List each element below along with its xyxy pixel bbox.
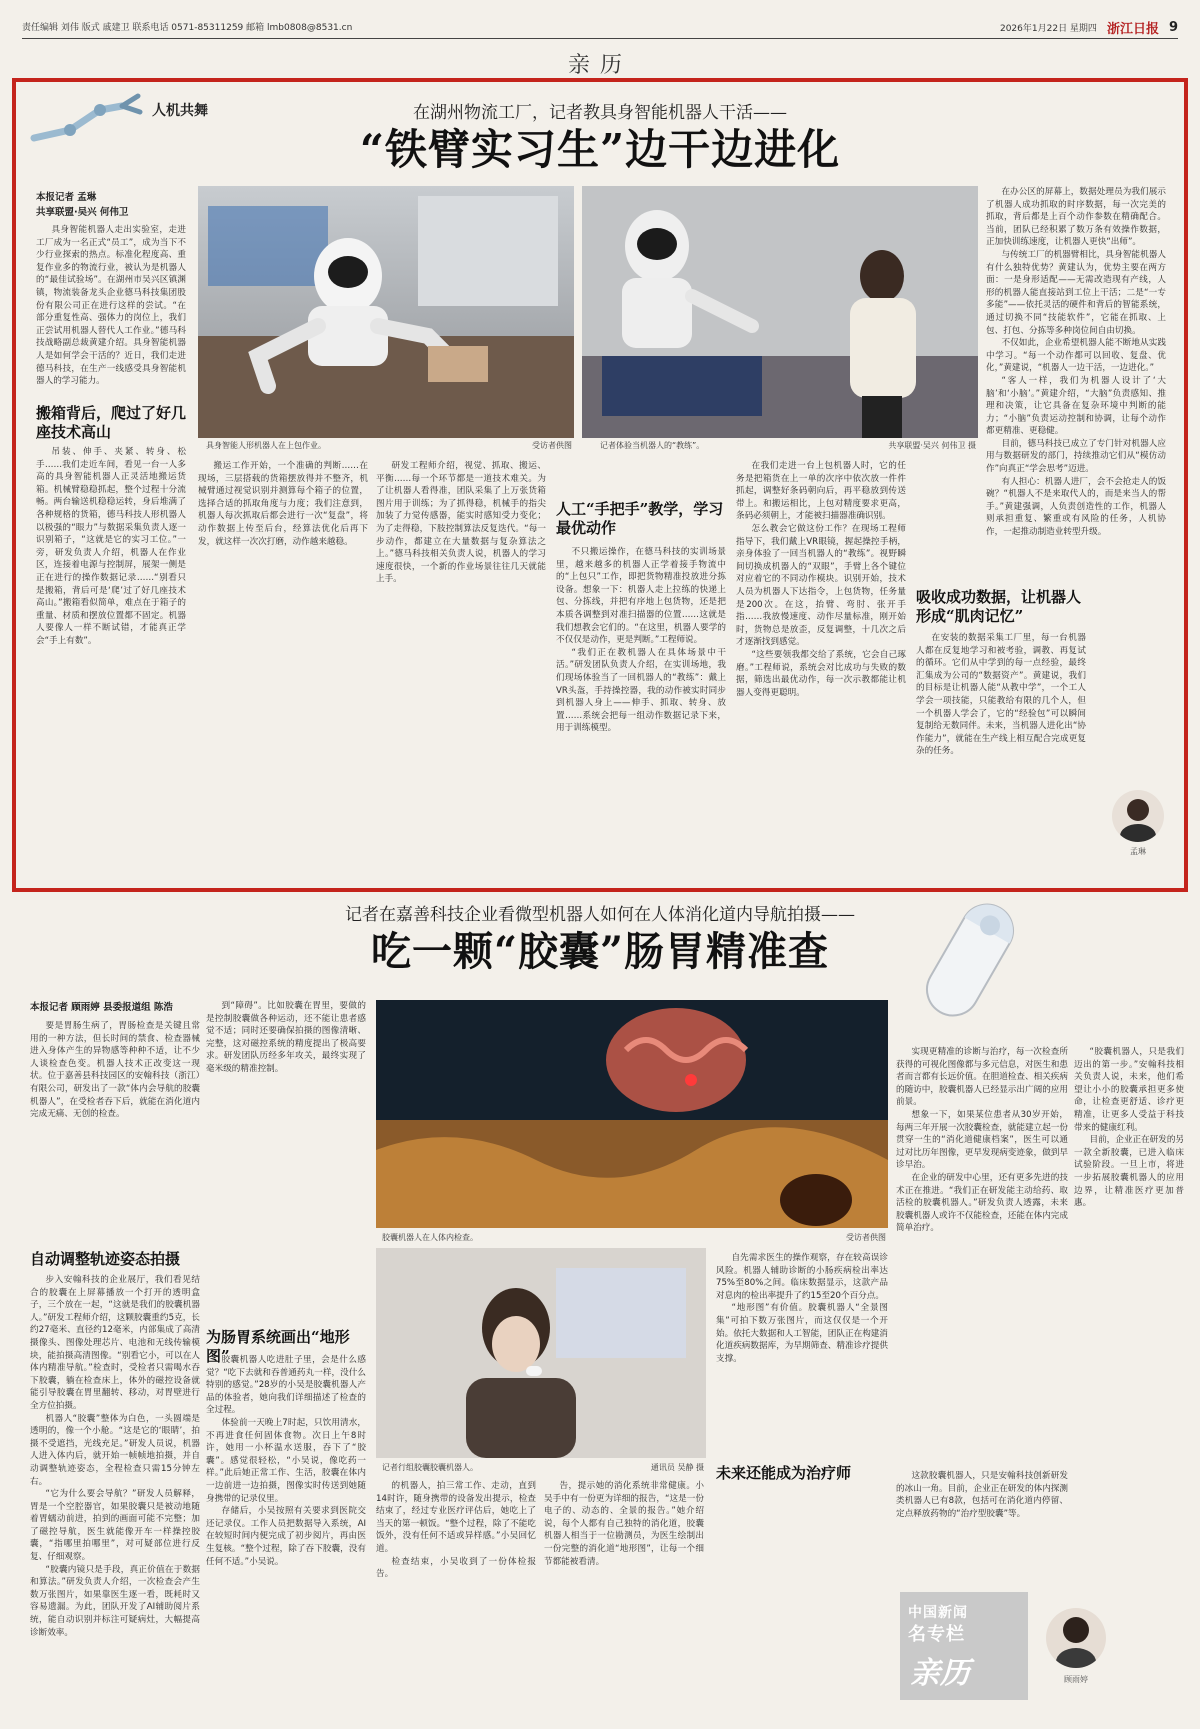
- credit-left: 受访者供图: [532, 441, 572, 450]
- story1-subhead-1: 搬箱背后，爬过了好几座技术高山: [36, 404, 187, 441]
- section-title: 亲历: [567, 53, 632, 78]
- caption-left: 具身智能人形机器人在上包作业。: [206, 441, 326, 450]
- issue-date: 2026年1月22日 星期四: [999, 24, 1097, 34]
- story2-body-col2: 到“障碍”。比如胶囊在胃里，要做的是控制胶囊做各种运动，还不能让患者感觉不适；同时还要确保拍摄的图像清晰、完整，这对磁控系统的精度提出了极高要求。研发团队历经多年攻关，最终实现了毫米级的精准控制。: [206, 1001, 366, 1074]
- story1-kicker: 在湖州物流工厂，记者教具身智能机器人干活——: [413, 103, 787, 123]
- badge-line-2: 名专栏: [908, 1624, 965, 1645]
- robot-packing-photo: [198, 186, 574, 438]
- story1-subhead-3: 吸收成功数据，让机器人形成“肌肉记忆”: [916, 588, 1082, 625]
- digestive-tract-photo: [376, 1000, 888, 1228]
- page-number: 9: [1168, 20, 1178, 35]
- capsule-illustration: [910, 880, 1030, 1040]
- byline-partner: 共享联盟·吴兴 何伟卫: [36, 207, 129, 218]
- author-avatar-2: [1046, 1608, 1106, 1668]
- story2-subhead-1: 自动调整轨迹姿态拍摄: [30, 1250, 181, 1268]
- caption-right: 记者体验当机器人的“教练”。: [600, 441, 705, 450]
- story1-subhead-2: 人工“手把手”教学，学习最优动作: [556, 500, 724, 537]
- reporter-training-photo: [582, 186, 978, 438]
- story1-body-col6: 在安装的数据采集工厂里，每一台机器人都在反复地学习和被考验，调教、再复试的循环。它们从中学到的每一点经验，最终汇集成为公司的“数据资产”。黄建说，我们的目标是让机器人能“从教中学”，一个工人学会一项技能，只能教给有限的几个人，但一个机器人学会了，它的“经验包”可以瞬间复制给无数同伴。未来，当机器人进化出“协作能力”，就能在生产线上相互配合完成更复杂的任务。: [916, 633, 1086, 757]
- byline-reporter: 本报记者 孟琳: [36, 192, 97, 203]
- story1-body-col7: 在办公区的屏幕上，数据处理员为我们展示了机器人成功抓取的时序数据，每一次完美的抓取，背后都是上百个动作参数在精确配合。当前，团队已经积累了数万条有效操作数据，正加快训练速度，让机器人更快“出师”。 与传统工厂的机器臂相比，具身智能机器人有什么独特优势？黄建认为，优势主要在两方面：一是身形适配——无需改造现有产线，人形的机器人能直接站到工位上干活；二是“一专多能”——依托灵活的硬件和背后的智能系统，通过切换不同“技能软件”，它能在抓取、上包、打包、分拣等多种岗位间自由切换。 不仅如此，企业希望机器人能不断地从实践中学习。“每一个动作都可以回收、复盘、优化，”黄建说，“机器人一边干活，一边进化。” “客人一样，我们为机器人设计了‘大脑’和‘小脑’。”黄建介绍，“大脑”负责感知、推理和决策，让它具备在复杂环境中判断的能力；“小脑”负责运动控制和协调，让每个动作都更精准、更稳健。 目前，德马科技已成立了专门针对机器人应用与数据研发的部门，持续推动它们从“模仿动作”向真正“学会思考”迈进。 有人担心：机器人进厂，会不会抢走人的饭碗？“机器人不是来取代人的，而是来当人的帮手。”黄建强调，人负责创造性的工作，机器人则承担重复、繁重或有风险的任务，人机协作，一起推动制造业转型升级。: [986, 187, 1166, 538]
- author-avatar-1: [1112, 790, 1164, 842]
- author-name-1: 孟琳: [1130, 847, 1146, 856]
- story2-kicker: 记者在嘉善科技企业看微型机器人如何在人体消化道内导航拍摄——: [345, 905, 855, 925]
- story2-body-col3: 胶囊机器人吃进肚子里，会是什么感觉？“吃下去就和吞普通药丸一样，没什么特别的感觉。”28岁的小吴是胶囊机器人产品的体验者，她向我们详细描述了检查的全过程。 体验前一天晚上7时起，只饮用清水，不再进食任何固体食物。次日上午8时许，她用一小杯温水送服，吞下了“胶囊”。感觉很轻松，“小吴说，像吃药一样。”此后她正常工作、生活，胶囊在体内一边前进一边拍摄，图像实时传送到她随身携带的记录仪里。 存储后，小吴按照有关要求到医院交还记录仪。工作人员把数据导入系统，AI在较短时间内便完成了初步阅片，再由医生复核。“整个过程，除了吞下胶囊，没有任何不适。”小吴说。: [206, 1355, 366, 1567]
- badge-line-1: 中国新闻: [908, 1605, 968, 1621]
- caption-bottom: 记者行组胶囊胶囊机器人。: [382, 1463, 478, 1472]
- story2-body-col1: 步入安翰科技的企业展厅，我们看见结合的胶囊在上屏幕播放一个打开的透明盒子，三个放在一起，“这就是我们的胶囊机器人。”研发工程师介绍，这颗胶囊重约5克，长约27毫米、直径约12毫米，内部集成了高清摄像头、图像处理芯片、电池和无线传输模块，能拍摄高清图像。“别看它小，可以在人体内精准导航。”检查时，受检者只需喝水吞下胶囊，躺在检查床上，体外的磁控设备就能引导胶囊在胃里翻转、移动，对胃壁进行全方位拍摄。 机器人“胶囊”整体为白色，一头圆端是透明的，像一个小舱。“这是它的‘眼睛’，拍摄不受遮挡，光线充足。”研发人员说，机器人进入体内后，就开始一帧帧地拍摄，并自动调整轨迹姿态，全程检查只需15分钟左右。 “它为什么要会导航？”研发人员解释，胃是一个空腔器官，如果胶囊只是被动地随着胃蠕动前进，拍到的画面可能不完整；加了磁控导航，医生就能像开车一样操控胶囊，“指哪里拍哪里”，对可疑部位进行反复、仔细观察。 “胶囊内镜只是手段，真正价值在于数据和算法。”研发负责人介绍，一次检查会产生数万张图片，如果靠医生逐一看，既耗时又容易遗漏。为此，团队开发了AI辅助阅片系统，能自动识别并标注可疑病灶，大幅提高诊断效率。: [30, 1275, 200, 1638]
- badge-line-3: 亲历: [910, 1656, 970, 1691]
- reporter-capsule-photo: [376, 1248, 706, 1458]
- story2-body-col5: 告，提示她的消化系统非常健康。小吴手中有一份更为详细的报告，“这是一份电子的、动态的、全景的报告。”她介绍说，每个人都有自己独特的消化道，胶囊机器人相当于一位勘测员，为医生绘制出一份完整的消化道“地形图”，让每一个细节都能被看清。: [544, 1481, 704, 1567]
- story2-body-col4: 的机器人，拍三常工作、走动，直到14时许，随身携带的设备发出提示，检查结束了，经过专业医疗评估后，她吃上了当天的第一顿饭。“整个过程，除了不能吃饭外，没有任何不适或异样感。”小吴回忆道。 检查结束，小吴收到了一份体检报告。: [376, 1481, 536, 1580]
- story2-body-col7: 实现更精准的诊断与治疗，每一次检查所获得的可视化图像都与多元信息，对医生和患者而言都有长远价值。在胆道检查、相关疾病的随访中，胶囊机器人已经显示出广阔的应用前景。 想象一下，如果某位患者从30岁开始，每两三年开展一次胶囊检查，就能建立起一份贯穿一生的“消化道健康档案”，医生可以通过对比历年图像，更早发现病变迹象，做到早诊早治。 在企业的研发中心里，还有更多先进的技术正在推进。“我们正在研发能主动给药、取活检的胶囊机器人。”研发负责人透露，未来胶囊机器人或许不仅能检查，还能在体内完成简单治疗。: [896, 1047, 1068, 1234]
- robot-arm-icon: [30, 86, 150, 146]
- masthead-right: [1000, 18, 1178, 37]
- story2-body-col9: “胶囊机器人，只是我们迈出的第一步。”安翰科技相关负责人说，未来，他们希望让小小的胶囊承担更多使命，让检查更舒适、诊疗更精准，让更多人受益于科技带来的健康红利。 目前，企业正在研发的另一款全新胶囊，已进入临床试验阶段。一旦上市，将进一步拓展胶囊机器人的应用边界，让精准医疗更加普惠。: [1074, 1047, 1184, 1209]
- brand-logo: 浙江日报: [1106, 22, 1159, 37]
- story1-headline: “铁臂实习生”边干边进化: [359, 125, 841, 174]
- story2-headline: 吃一颗“胶囊”肠胃精准查: [370, 928, 829, 975]
- story1-body-col2: 搬运工作开始，一个准确的判断……在现场，三层搭载的货箱摆放得并不整齐，机械臂通过视觉识别并测算每个箱子的位置，选择合适的抓取角度与力度；我们注意到，机器人每次抓取后都会进行一次“复盘”，将动作数据上传至后台，经算法优化后再下发，就这样一次次打磨，动作越来越稳。: [198, 461, 368, 547]
- story2-intro: 要是胃肠生病了，胃肠检查是关键且常用的一种方法，但长时间的禁食、检查器械进入身体产生的异物感等种种不适，让不少人谈检查色变。机器人技术正改变这一现状。位于嘉善县科技园区的安翰科技（浙江）有限公司，研发出了一款“体内会导航的胶囊机器人”，在受检者吞下后，就能在消化道内完成无痛、无创的检查。: [30, 1021, 200, 1120]
- caption-top: 胶囊机器人在人体内检查。: [382, 1233, 478, 1242]
- story2-byline: 本报记者 顾雨婷 县委报道组 陈浩: [30, 1002, 173, 1013]
- story1-intro: 具身智能机器人走出实验室，走进工厂成为一名正式“员工”，成为当下不少行业探索的热点。标准化程度高、重复作业多的物流行业，被认为是机器人的“最佳试验场”。在湖州市吴兴区镇渊镇，物流装备龙头企业德马科技集团股份有限公司正在进行这样的尝试。“在部分重复性高、强体力的岗位上，我们正尝试用机器人替代人工作业。”德马科技战略副总裁黄建介绍。具身智能机器人是如何学会干活的？近日，我们走进德马科技，在生产一线感受具身智能机器人的学习能力。: [36, 225, 186, 387]
- story1-body-col3: 研发工程师介绍，视觉、抓取、搬运、平衡……每一个环节都是一道技术难关。为了让机器人看得准，团队采集了上万张货箱图片用于训练；为了抓得稳，机械手的指尖加装了力觉传感器，能实时感知受力变化；为了走得稳，下肢控制算法反复迭代。“每一步动作，都建立在大量数据与复杂算法之上。”德马科技相关负责人说，机器人的学习速度很快，一个新的作业场景往往几天就能上手。: [376, 461, 546, 585]
- story1-body-col4: 不只搬运操作，在德马科技的实训场景里，越来越多的机器人正学着接手物流中的“上包只”工作，即把货物精准投放进分拣设备。想象一下：机器人走上拉练的快递上包、分拣线，并把有序地上包货物，还是把本质各调整到对准扫描器的位置……这就是我们想教会它们的。“在这里，机器人要学的不仅仅是动作，更是判断。”工程师说。 “我们正在教机器人在具体场景中干活。”研发团队负责人介绍，在实训场地，我们现场体验当了一回机器人的“教练”：戴上VR头盔，手持操控器，我的动作被实时同步到机器人身上——伸手、抓取、转身、放置……系统会把每一组动作数据记录下来，用于训练模型。: [556, 547, 726, 734]
- masthead: [22, 14, 1178, 39]
- credit-bottom: 通讯员 吴静 摄: [650, 1463, 704, 1472]
- author-name-2: 顾雨婷: [1064, 1675, 1088, 1684]
- story1-body-col5: 在我们走进一台上包机器人时，它的任务是把箱货在上一单的次序中依次放一件件抓起，调整好条码朝向后，再平稳放到传送带上。和搬运相比，上包对精度要求更高，条码必须朝上，才能被扫描器准确识别。 怎么教会它做这份工作？在现场工程师指导下，我们戴上VR眼镜，握起操控手柄，亲身体验了一回当机器人的“教练”。视野瞬间切换成机器人的“双眼”，手臂上各个键位对应着它的不同动作模块。识别开始，技术人员为机器人下达指令，上包货物，任务量是200次。在这，抬臂、弯肘、张开手指……我放慢速度、动作尽量标准，刚开始时，货物总是放歪，反复调整，十几次之后才逐渐找到感觉。 “这些要领我都交给了系统，它会自己琢磨。”工程师说，系统会对比成功与失败的数据，筛选出最优动作，每一次示教都能让机器人变得更聪明。: [736, 461, 906, 698]
- credit-top: 受访者供图: [846, 1233, 886, 1242]
- story1-byline: [36, 190, 186, 220]
- story1-body-col1: 吊装、伸手、夹紧、转身、松手……我们走近车间，看见一台一人多高的具身智能机器人正灵活地搬运货箱。机械臂稳稳抓起，整个过程十分流畅。两台输送机稳稳运转，身后堆满了各种规格的货箱，德马科技人形机器人以极强的“眼力”与数据采集负责人逐一识别箱子，“这就是它的实习工位。”一旁，研发负责人介绍，机器人在作业区，连接着电源与控制屏，展架一侧是正在进行的操作数据记录……“别看只是搬箱，背后可是‘爬’过了好几座技术高山。”搬箱看似简单，难点在于箱子的重量、材质和摆放位置都不固定。机器人要像人一样不断试错，才能真正学会“手上有数”。: [36, 447, 186, 646]
- story2-body-col6: 自先需求医生的操作观察，存在较高误诊风险。机器人辅助诊断的小肠疾病检出率达75%至80%之间。临床数据显示，这款产品对息肉的检出率提升了约15至20个百分点。 “地形图”有价值。胶囊机器人“全景图集”可拍下数万张图片，而这仅仅是一个开始。依托大数据和人工智能，团队正在构建消化道疾病数据库，为早期筛查、精准诊疗提供支撑。: [716, 1253, 888, 1364]
- column-badge: [900, 1592, 1028, 1700]
- credit-right: 共享联盟·吴兴 何伟卫 摄: [888, 441, 976, 450]
- story2-subhead-2: 为肠胃系统画出“地形图”: [206, 1328, 350, 1365]
- column-tag: 人机共舞: [152, 103, 208, 119]
- story2-subhead-3: 未来还能成为治疗师: [716, 1464, 888, 1483]
- story2-body-col8: 这款胶囊机器人，只是安翰科技创新研发的冰山一角。目前，企业正在研发的体内探测类机器人已有8款，包括可在消化道内停留、定点释放药物的“治疗型胶囊”等。: [896, 1471, 1068, 1519]
- editor-line: 责任编辑 刘伟 版式 戚建卫 联系电话 0571-85311259 邮箱 lmb0808@8531.cn: [22, 23, 353, 33]
